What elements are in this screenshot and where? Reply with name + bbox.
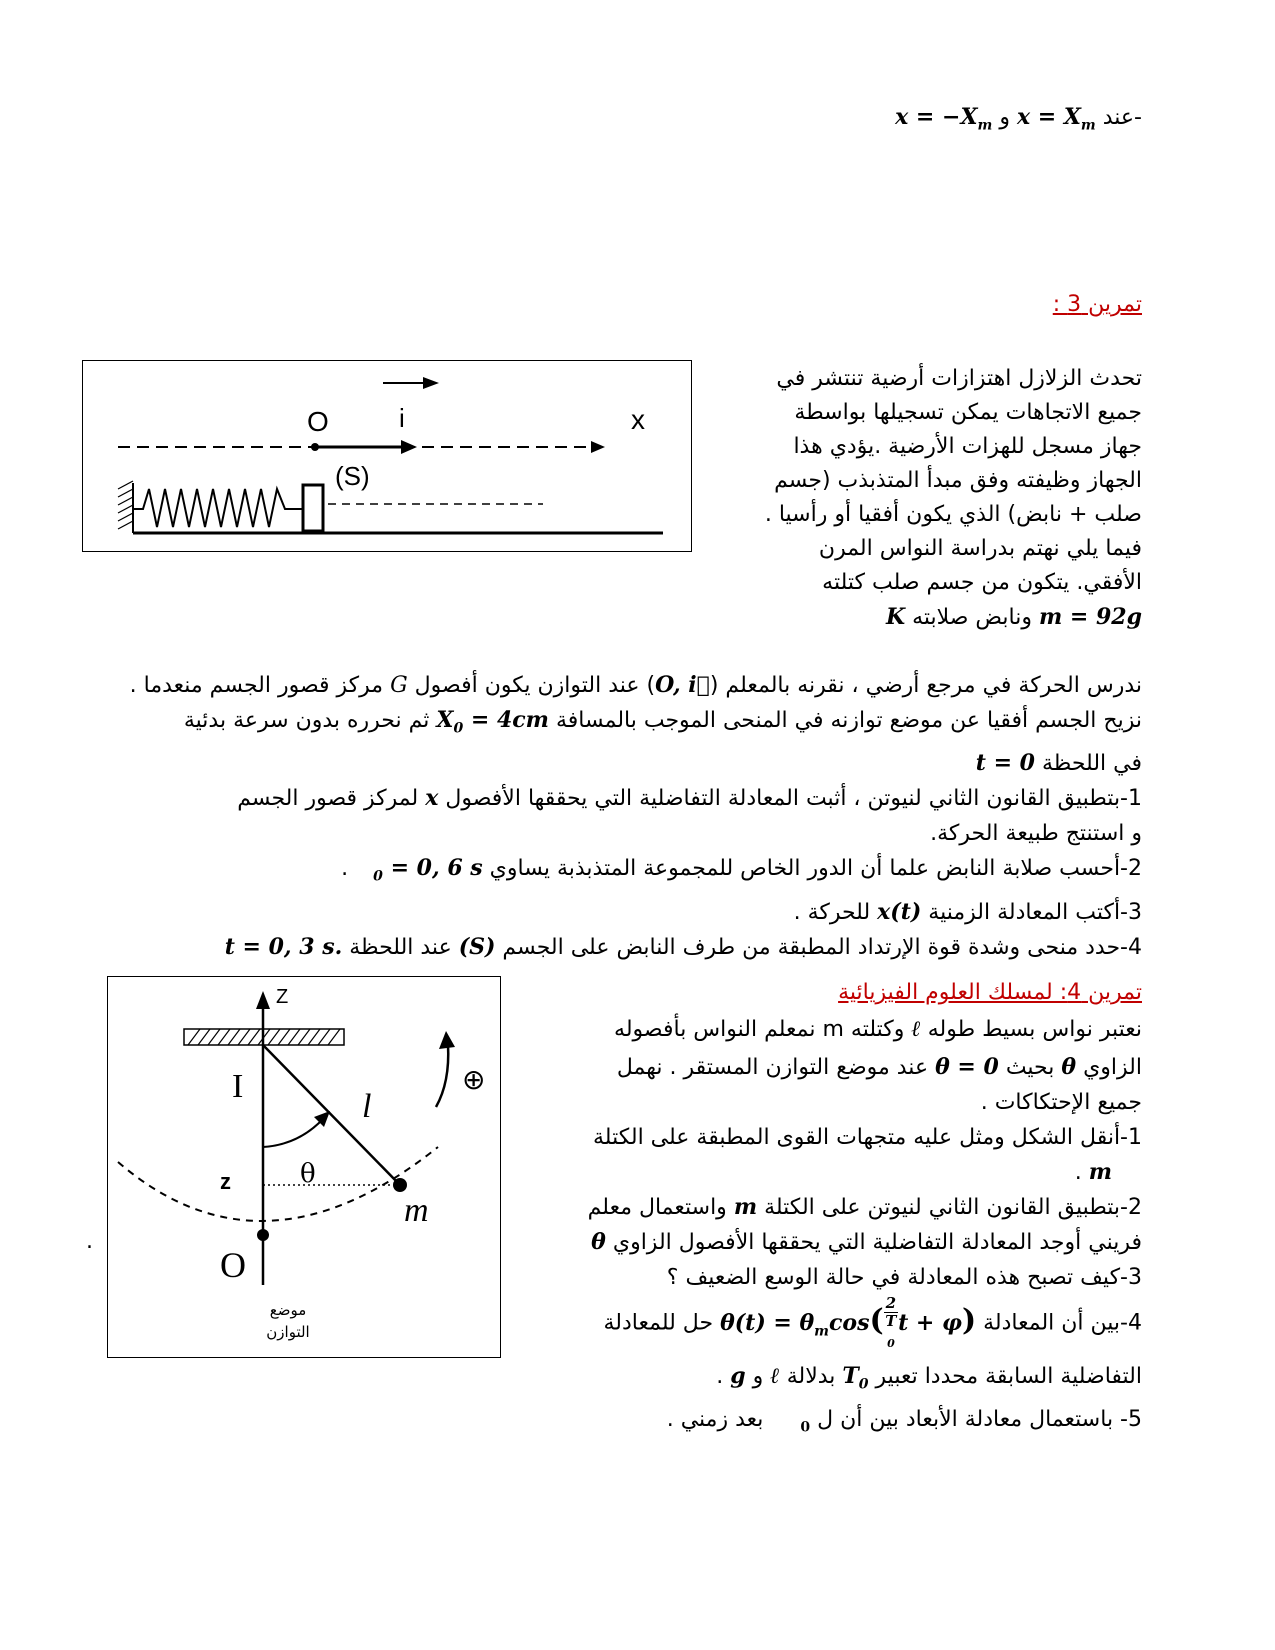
equilibrium-label-1: موضع — [269, 1301, 307, 1319]
ex4-q4-cont: التفاضلية السابقة محددا تعبير $T_0$ بدلالة ℓ و g . — [716, 1362, 1142, 1393]
eq-x-plus: $x = X_m$ — [1016, 104, 1096, 134]
point-I-label: I — [232, 1068, 244, 1105]
exercise4-title: تمرين 4: لمسلك العلوم الفيزيائية — [838, 980, 1142, 1005]
eq-x-minus: $x = -X_m$ — [895, 104, 993, 134]
ex4-line3: جميع الإحتكاكات . — [980, 1090, 1142, 1115]
point-O-label: O — [220, 1245, 246, 1285]
equilibrium-label-2: التوازن — [266, 1323, 310, 1341]
pendulum-diagram — [108, 977, 500, 1357]
ex3-line2: نزيح الجسم أفقيا عن موضع توازنه في المنحى الموجب بالمسافة $X_0 = 4cm$ ثم نحرره بدون سرعة بدئية — [183, 707, 1142, 737]
side-dot: . — [86, 1229, 93, 1254]
spring-figure — [82, 360, 692, 552]
body-label: (S) — [335, 461, 370, 491]
top-condition-line: -عند $x = X_m$ و $x = -X_m$ — [895, 104, 1142, 134]
mass-line: m = 92g ونابض صلابته K — [885, 604, 1142, 630]
unit-vector-label: i — [399, 403, 405, 433]
ex4-q3: 3-كيف تصبح هذه المعادلة في حالة الوسع الضعيف ؟ — [666, 1265, 1142, 1290]
ex3-q2: 2-أحسب صلابة النابض علما أن الدور الخاص للمجموعة المتذبذبة يساوي $_0$ = 0, 6 s . — [341, 855, 1142, 885]
positive-direction-icon: ⊕ — [462, 1063, 486, 1096]
ex4-line1: نعتبر نواس بسيط طوله ℓ وكتلته m نمعلم النواس بأفصوله — [614, 1016, 1142, 1042]
z-axis-label: Z — [276, 986, 289, 1008]
top-prefix: -عند — [1102, 105, 1142, 130]
ex3-q4: 4-حدد منحى وشدة قوة الإرتداد المطبقة من طرف النابض على الجسم (S) عند اللحظة t = 0, 3 s. — [224, 933, 1142, 960]
ex4-q1-cont: m . — [1074, 1159, 1112, 1185]
axis-label: x — [631, 404, 645, 435]
ex3-q1: 1-بتطبيق القانون الثاني لنيوتن ، أثبت المعادلة التفاضلية التي يحققها الأفصول x لمركز قصور الجسم — [237, 785, 1142, 812]
theta-label: θ — [300, 1159, 316, 1189]
origin-label: O — [307, 406, 329, 437]
ex4-q5: 5- باستعمال معادلة الأبعاد بين أن ل $_0$ بعد زمني . — [666, 1407, 1142, 1436]
pendulum-figure — [107, 976, 501, 1358]
ex3-line1: ندرس الحركة في مرجع أرضي ، نقرنه بالمعلم (O, i⃗) عند التوازن يكون أفصول G مركز قصور الجسم منعدما . — [129, 672, 1142, 698]
exercise3-title: تمرين 3 : — [1052, 292, 1142, 317]
z-label: z — [220, 1169, 231, 1194]
ex4-q2-cont: فريني أوجد المعادلة التفاضلية التي يحققها الأفصول الزاوي θ — [591, 1229, 1142, 1255]
ex3-line3: في اللحظة t = 0 — [975, 750, 1142, 777]
ex4-q2: 2-بتطبيق القانون الثاني لنيوتن على الكتلة m واستعمال معلم — [587, 1194, 1142, 1220]
exercise3-body — [62, 668, 1142, 965]
ex4-q4: 4-بين أن المعادلة $\theta(t) = \theta_m\cos$( 2 T $_0$ t + φ) حل للمعادلة — [603, 1294, 1142, 1350]
spring-diagram — [83, 361, 691, 551]
ex4-q1: 1-أنقل الشكل ومثل عليه متجهات القوى المطبقة على الكتلة — [593, 1125, 1142, 1150]
mass-label: m — [404, 1192, 429, 1229]
theta-equation: $\theta(t) = \theta_m\cos$( 2 T $_0$ t + φ) — [720, 1294, 977, 1350]
exercise4-body — [502, 1012, 1142, 1446]
exercise3-intro: تحدث الزلازل اهتزازات أرضية تنتشر في جميع الاتجاهات يمكن تسجيلها بواسطة جهاز مسجل للهزات الأرضية .يؤدي هذا الجهاز وظيفته وفق مبدأ المتذبذب (جسم صلب + نابض) الذي يكون أفقيا أو رأسيا . فيما يلي نهتم بدراسة النواس المرن الأفقي. يتكون من جسم صلب كتلته m = 92g ونابض صلابته K — [722, 362, 1142, 635]
ex3-q3: 3-أكتب المعادلة الزمنية x(t) للحركة . — [793, 898, 1142, 925]
ex4-line2: الزاوي θ بحيث θ = 0 عند موضع التوازن المستقر . نهمل — [616, 1054, 1142, 1080]
ex3-q1-cont: و استنتج طبيعة الحركة. — [930, 821, 1142, 847]
length-label: l — [362, 1088, 372, 1125]
